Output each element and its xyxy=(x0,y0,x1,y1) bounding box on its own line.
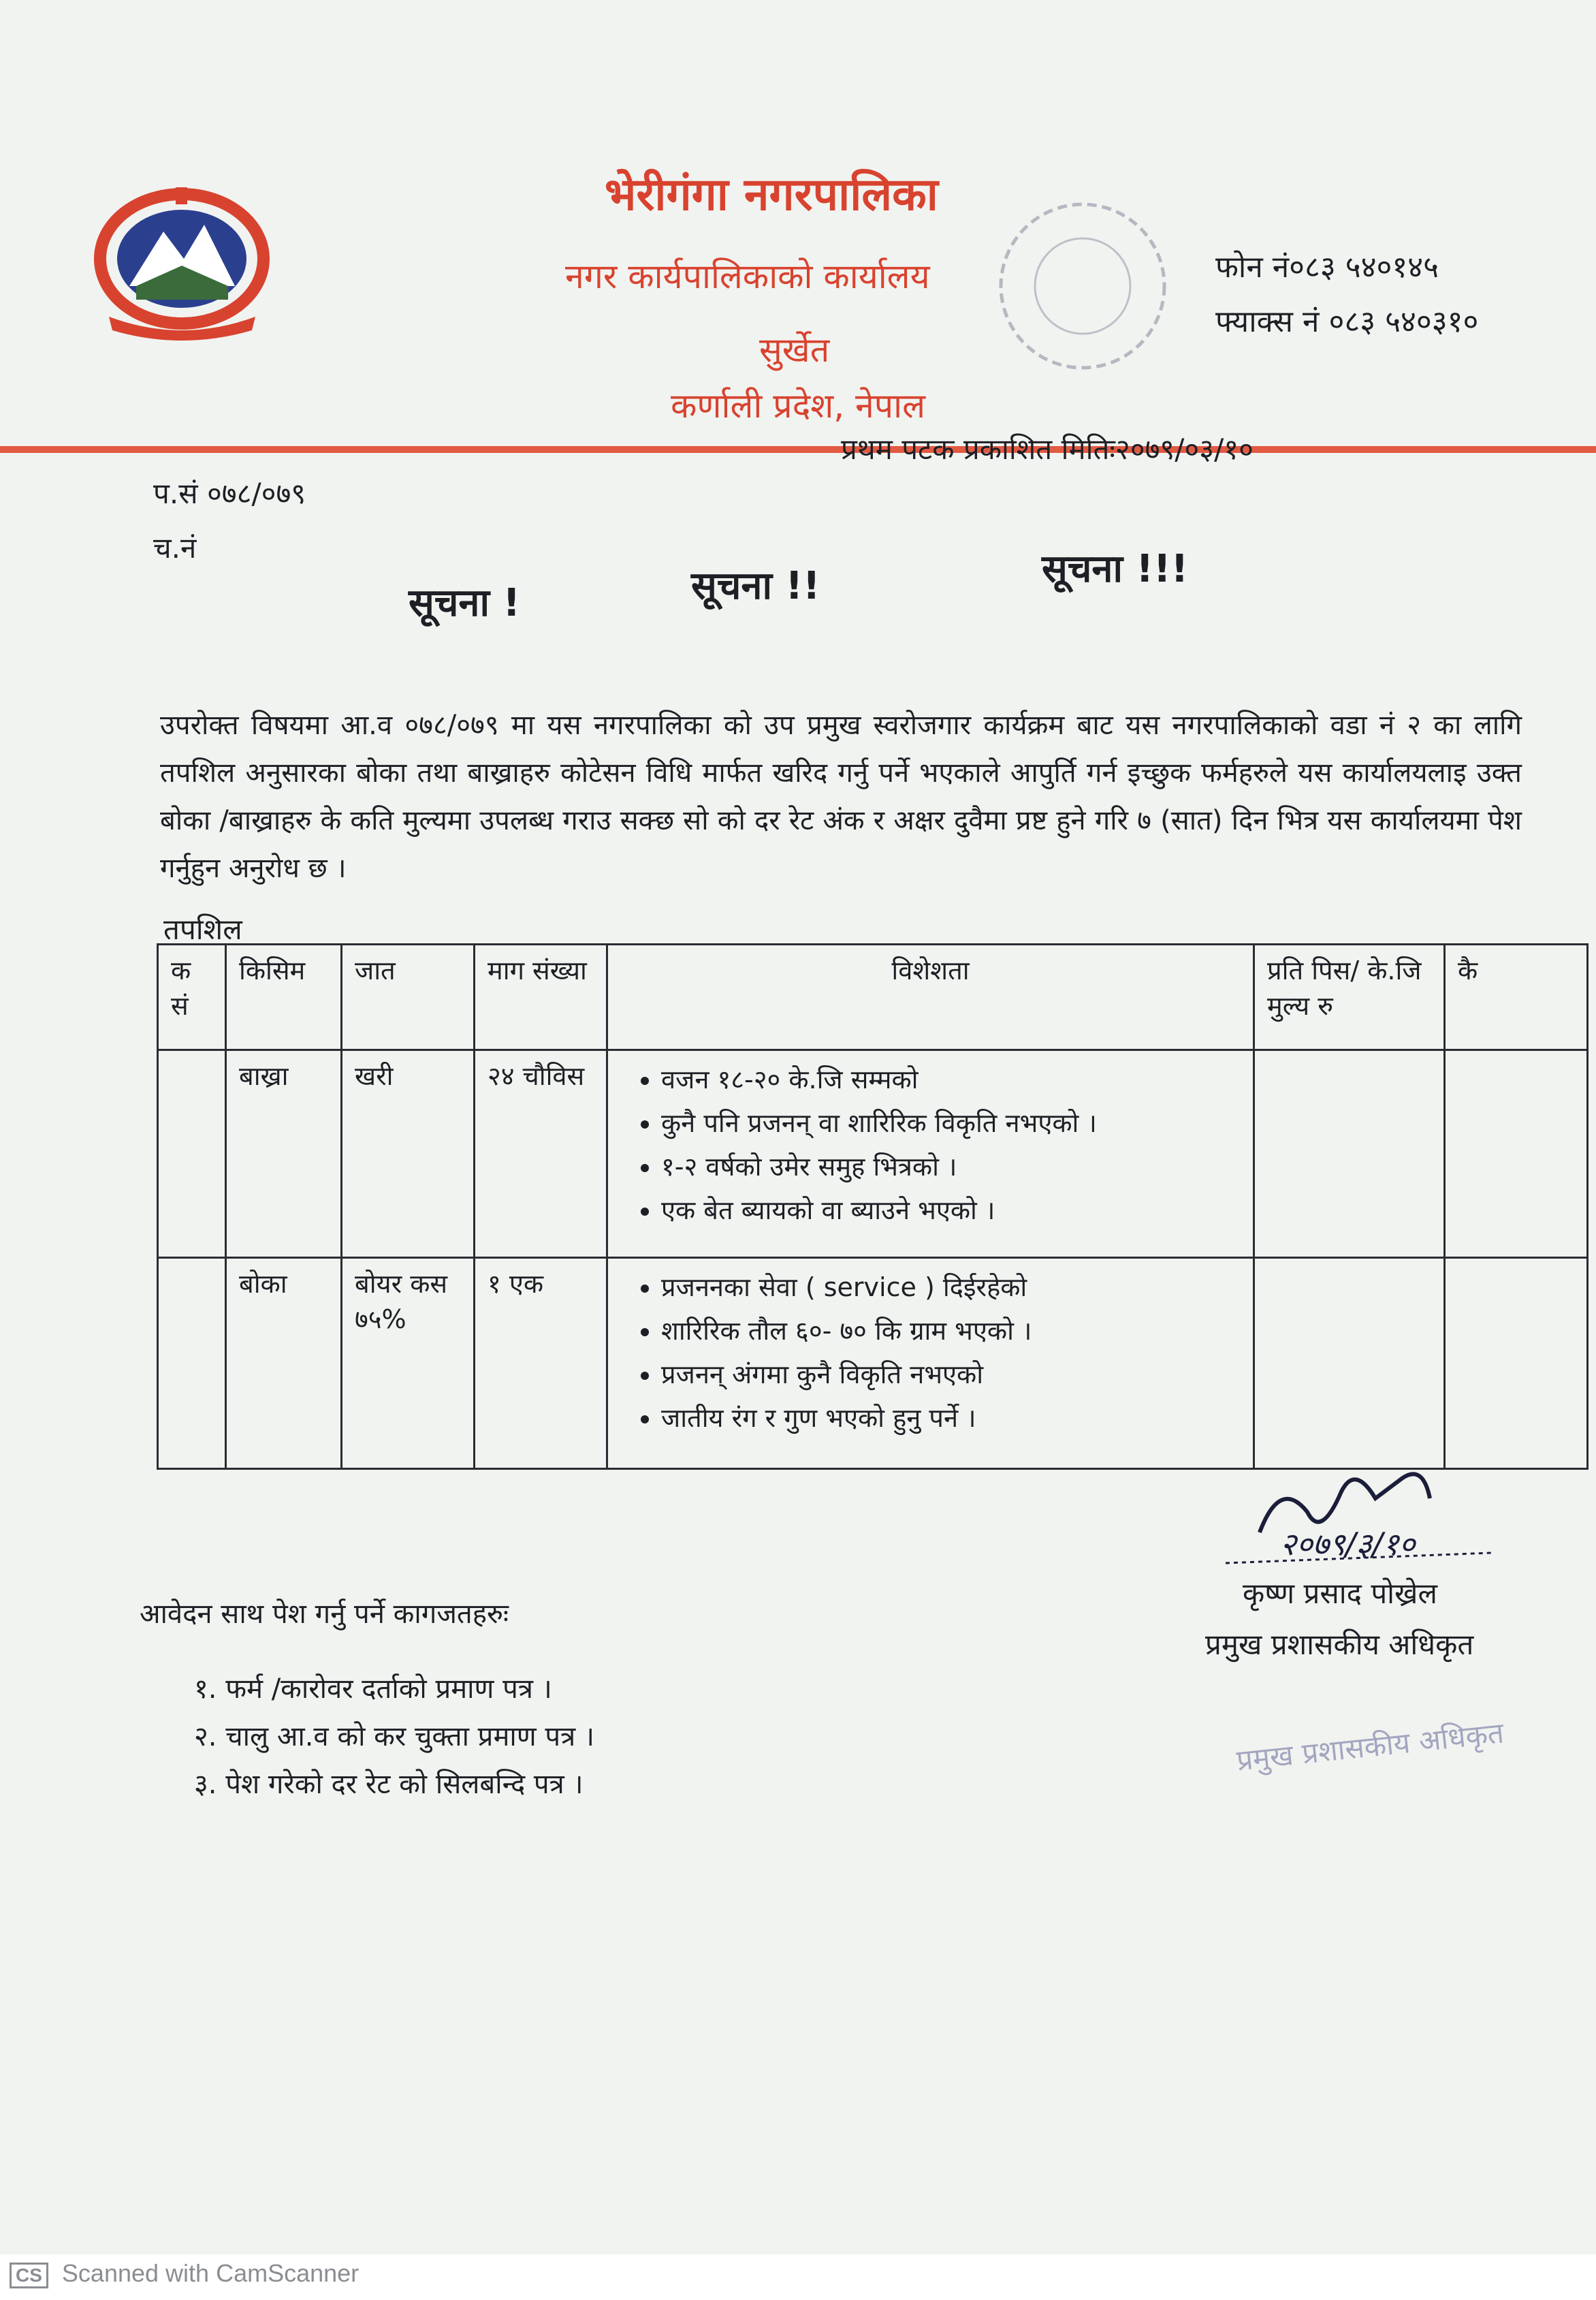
spec-item: • कुनै पनि प्रजनन् वा शारिरिक विकृति नभएको । xyxy=(661,1101,1241,1145)
header-type: किसिम xyxy=(226,945,342,1050)
scanner-watermark-text: Scanned with CamScanner xyxy=(61,2259,360,2287)
notice-title-3: सूचना !!! xyxy=(1042,547,1189,591)
cell-breed: बोयर कस ७५% xyxy=(342,1258,475,1469)
letter-number: प.सं ०७८/०७९ xyxy=(153,477,306,510)
cell-breed: खरी xyxy=(342,1050,475,1258)
document-item: १. फर्म /कारोवर दर्ताको प्रमाण पत्र । xyxy=(194,1673,552,1705)
spec-item: • प्रजननका सेवा ( service ) दिईरहेको xyxy=(661,1265,1241,1309)
header-breed: जात xyxy=(342,945,475,1050)
office-stamp-icon xyxy=(987,191,1178,381)
table-header-row xyxy=(158,945,1588,1050)
municipality-name: भेरीगंगा नगरपालिका xyxy=(605,168,938,221)
cell-qty: १ एक xyxy=(475,1258,607,1469)
header-remarks: कै xyxy=(1445,945,1588,1050)
designation-stamp: प्रमुख प्रशासकीय अधिकृत xyxy=(1234,1716,1505,1778)
signature-scribble xyxy=(1198,1451,1525,1587)
table-row xyxy=(158,1050,1588,1258)
documents-heading: आवेदन साथ पेश गर्नु पर्ने कागजतहरुः xyxy=(140,1598,509,1630)
district-name: सुर्खेत xyxy=(759,330,830,370)
spec-list xyxy=(620,1265,1241,1440)
notice-body: उपरोक्त विषयमा आ.व ०७८/०७९ मा यस नगरपालिका को उप प्रमुख स्वरोजगार कार्यक्रम बाट यस नगरपालिकाको वडा नं २ का लागि तपशिल अनुसारका बोका तथा बाख्राहरु कोटेसन विधि मार्फत खरिद गर्नु पर्ने भएकाले आपुर्ति गर्न इच्छुक फर्महरुले यस कार्यालयलाइ उक्त बोका /बाख्राहरु के कति मुल्यमा उपलब्ध गराउ सक्छ सो को दर रेट अंक र अक्षर दुवैमा प्रष्ट हुने गरि ७ (सात) दिन भित्र यस कार्यालयमा पेश गर्नुहुन अनुरोध छ । xyxy=(160,710,1522,884)
header-price: प्रति पिस/ के.जि मुल्य रु xyxy=(1254,945,1445,1050)
phone-number: फोन नं०८३ ५४०१४५ xyxy=(1215,250,1439,285)
spec-item: • एक बेत ब्यायको वा ब्याउने भएको । xyxy=(661,1188,1241,1232)
specification-table xyxy=(157,943,1589,1470)
cell-price xyxy=(1254,1050,1445,1258)
table-row xyxy=(158,1258,1588,1469)
notice-title-1: सूचना ! xyxy=(409,581,521,625)
spec-item: • प्रजनन् अंगमा कुनै विकृति नभएको xyxy=(661,1353,1241,1396)
cell-specs xyxy=(607,1258,1254,1469)
province-name: कर्णाली प्रदेश, नेपाल xyxy=(671,386,926,426)
camscanner-logo-icon: CS xyxy=(10,2263,48,2288)
signatory-title: प्रमुख प्रशासकीय अधिकृत xyxy=(1205,1628,1474,1661)
spec-list xyxy=(620,1058,1241,1232)
publish-date: प्रथम पटक प्रकाशित मितिः२०७९/०३/१० xyxy=(841,432,1254,466)
cell-specs xyxy=(607,1050,1254,1258)
fax-number: फ्याक्स नं ०८३ ५४०३१० xyxy=(1215,304,1479,339)
header-qty: माग संख्या xyxy=(475,945,607,1050)
cell-type: बोका xyxy=(226,1258,342,1469)
spec-item: • जातीय रंग र गुण भएको हुनु पर्ने । xyxy=(661,1396,1241,1440)
dispatch-number: च.नं xyxy=(153,531,197,565)
document-item: ३. पेश गरेको दर रेट को सिलबन्दि पत्र । xyxy=(194,1769,584,1800)
spec-item: • शारिरिक तौल ६०- ७० कि ग्राम भएको । xyxy=(661,1309,1241,1353)
spec-item: • १-२ वर्षको उमेर समुह भित्रको । xyxy=(661,1145,1241,1188)
cell-type: बाख्रा xyxy=(226,1050,342,1258)
office-name: नगर कार्यपालिकाको कार्यालय xyxy=(565,257,930,296)
notice-title-2: सूचना !! xyxy=(691,564,820,608)
scanner-footer xyxy=(0,2254,1596,2300)
header-spec: विशेशता xyxy=(607,945,1254,1050)
cell-price xyxy=(1254,1258,1445,1469)
signatory-name: कृष्ण प्रसाद पोख्रेल xyxy=(1243,1577,1437,1610)
header-sn: क सं xyxy=(158,945,226,1050)
spec-item: • वजन १८-२० के.जि सम्मको xyxy=(661,1058,1241,1101)
cell-sn xyxy=(158,1258,226,1469)
cell-remarks xyxy=(1445,1050,1588,1258)
signature-date: २०७९/३/१० xyxy=(1280,1526,1416,1562)
document-item: २. चालु आ.व को कर चुक्ता प्रमाण पत्र । xyxy=(194,1721,595,1752)
table-caption: तपशिल xyxy=(163,913,242,946)
cell-sn xyxy=(158,1050,226,1258)
nepal-emblem-icon xyxy=(89,184,276,341)
cell-qty: २४ चौविस xyxy=(475,1050,607,1258)
cell-remarks xyxy=(1445,1258,1588,1469)
header-divider xyxy=(0,446,1596,453)
